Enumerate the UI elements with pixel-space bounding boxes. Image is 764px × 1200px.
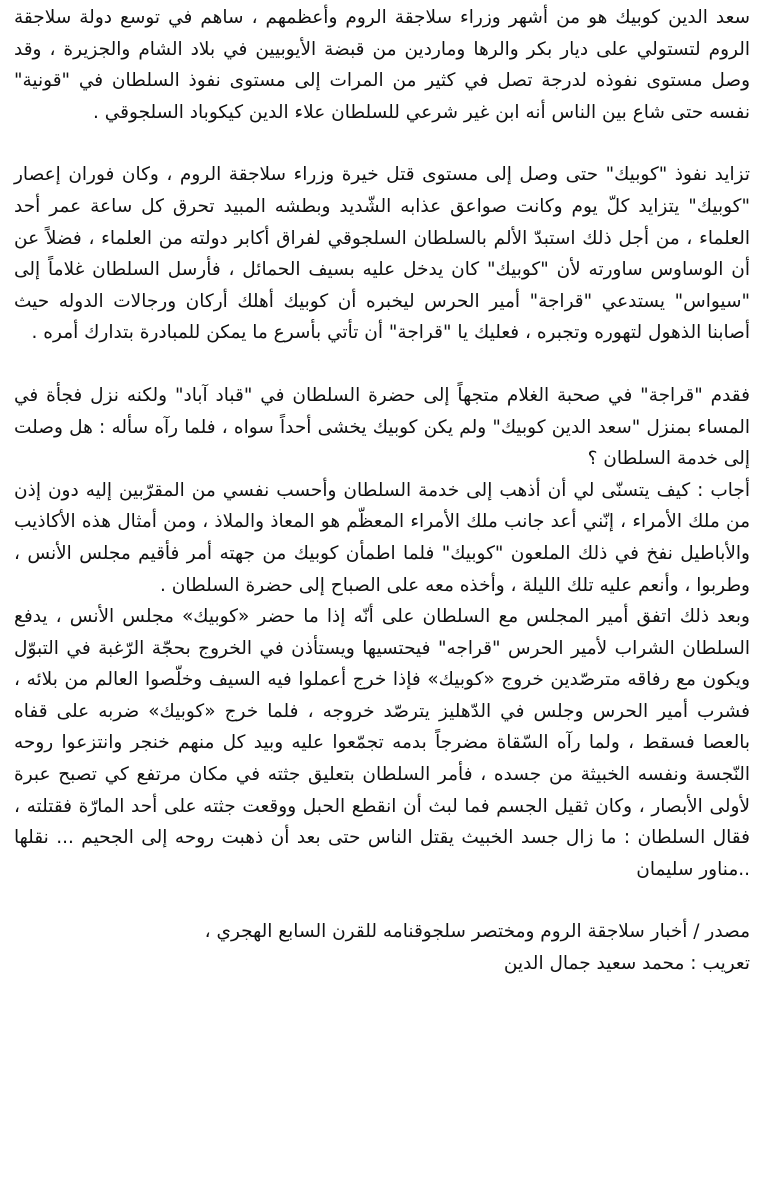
paragraph-kobek-influence: تزايد نفوذ "كوبيك" حتى وصل إلى مستوى قتل خيرة وزراء سلاجقة الروم ، وكان فوران إعصار "كوبيك" يتزايد كلّ يوم وكانت صواعق عذابه الشّديد وبطشه المبيد تحرق كل ساعة عمر أحد العلماء ، من أجل ذلك استبدّ الألم بالسلطان السلجوقي لفراق أكابر دولته من العلماء ، فضلاً عن أن الوساوس ساورته لأن "كوبيك" كان يدخل عليه بسيف الحمائل ، فأرسل السلطان غلاماً إلى "سيواس" يستدعي "قراجة" أمير الحرس ليخبره أن كوبيك أهلك أركان ورجالات الدوله حيث أصابنا الذهول لتهوره وتجبره ، فعليك يا "قراجة" أن تأتي بأسرع ما يمكن للمبادرة بتدارك أمره . (14, 164, 750, 344)
paragraph-spacer (14, 128, 750, 159)
paragraph-qaraja-arrival: فقدم "قراجة" في صحبة الغلام متجهاً إلى حضرة السلطان في "قباد آباد" ولكنه نزل فجأة في المساء بمنزل "سعد الدين كوبيك" ولم يكن كوبيك يخشى أحداً سواه ، فلما رآه سأله : هل وصلت إلى خدمة السلطان ؟ (14, 384, 750, 470)
paragraph-spacer (14, 885, 750, 916)
translator-credit: تعريب : محمد سعيد جمال الدين (503, 953, 750, 975)
paragraph-spacer (14, 349, 750, 380)
paragraph-kobek-death: وبعد ذلك اتفق أمير المجلس مع السلطان على أنّه إذا ما حضر «كوبيك» مجلس الأنس ، يدفع السلطان الشراب لأمير الحرس "قراجه" فيحتسيها ويستأذن في الخروج بحجّة الرّغبة في التبوّل ويكون مع رفاقه مترصّدين خروج «كوبيك» فإذا خرج أعملوا فيه السيف وخلّصوا العالم من بلائه ، فشرب أمير الحرس وجلس في الدّهليز يترصّد خروجه ، فلما خرج «كوبيك» ضربه على قفاه بالعصا فسقط ، ولما رآه السّقاة مضرجاً بدمه تجمّعوا عليه وبيد كل منهم خنجر وانتزعوا روحه النّجسة ونفسه الخبيثة من جسده ، فأمر السلطان بتعليق جثته في مكان مرتفع كي تصبح عبرة لأولى الأبصار ، وكان ثقيل الجسم فما لبث أن انقطع الحبل ووقعت جثته على أحد المارّة فقتلته ، فقال السلطان : ما زال جسد الخبيث يقتل الناس حتى بعد أن ذهبت روحه إلى الجحيم ... نقلها ..مناور سليمان (14, 606, 750, 880)
source-citation: مصدر / أخبار سلاجقة الروم ومختصر سلجوقنامه للقرن السابع الهجري ، (204, 921, 750, 943)
paragraph-qaraja-answer: أجاب : كيف يتسنّى لي أن أذهب إلى خدمة السلطان وأحسب نفسي من المقرّبين إليه دون إذن من ملك الأمراء ، إنّني أعد جانب ملك الأمراء المعظّم هو المعاذ والملاذ ، ومن أمثال هذه الأكاذيب والأباطيل نفخ في ذلك الملعون "كوبيك" فلما اطمأن كوبيك من جهته أمر فأقيم مجلس الأنس ، وطربوا ، وأنعم عليه تلك الليلة ، وأخذه معه على الصباح إلى حضرة السلطان . (14, 479, 750, 596)
paragraph-kobek-intro: سعد الدين كوبيك هو من أشهر وزراء سلاجقة الروم وأعظمهم ، ساهم في توسع دولة سلاجقة الروم لتستولي على ديار بكر والرها وماردين من قبضة الأيوبيين في بلاد الشام والجزيرة ، وقد وصل مستوى نفوذه لدرجة تصل في كثير من المرات إلى مستوى نفوذ السلطان في "قونية" نفسه حتى شاع بين الناس أنه ابن غير شرعي للسلطان علاء الدين كيكوباد السلجوقي . (14, 7, 750, 123)
